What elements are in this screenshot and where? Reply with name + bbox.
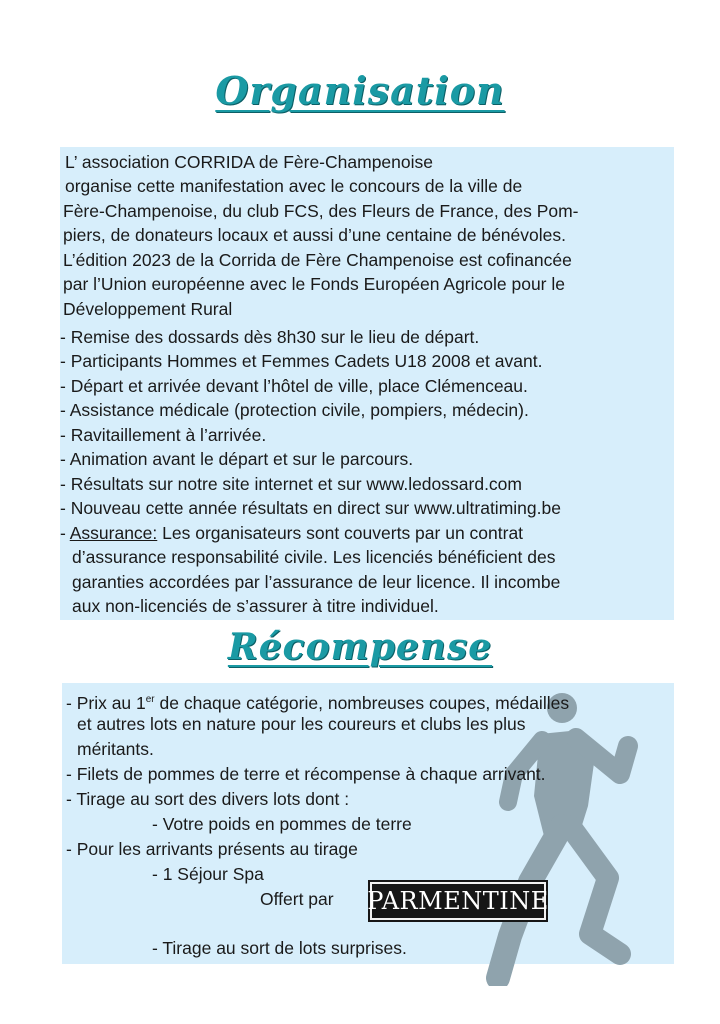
intro-line: piers, de donateurs locaux et aussi d’une centaine de bénévoles. [63, 225, 566, 245]
prize-line: méritants. [77, 739, 154, 759]
prize-item: - Prix au 1er de chaque catégorie, nombreuses coupes, médailles [66, 693, 570, 713]
list-item: - Pour les arrivants présents au tirage [66, 839, 358, 859]
intro-line: organise cette manifestation avec le concours de la ville de [65, 176, 523, 196]
insurance-line: aux non-licenciés de s’assurer à titre individuel. [72, 596, 439, 616]
list-item: - Animation avant le départ et sur le parcours. [60, 449, 414, 469]
intro-line: L’édition 2023 de la Corrida de Fère Champenoise est cofinancée [63, 250, 572, 270]
list-item: - Résultats sur notre site internet et sur www.ledossard.com [60, 474, 522, 494]
intro-line: Fère-Champenoise, du club FCS, des Fleurs de France, des Pom- [63, 201, 579, 221]
list-item: - Nouveau cette année résultats en direct sur www.ultratiming.be [60, 498, 561, 518]
list-item: - 1 Séjour Spa [152, 864, 264, 884]
intro-line: Développement Rural [63, 299, 233, 319]
prize-line: et autres lots en nature pour les coureurs et clubs les plus [77, 714, 526, 734]
list-item: - Votre poids en pommes de terre [152, 814, 412, 834]
intro-line: L’ association CORRIDA de Fère-Champenoise [65, 152, 433, 172]
list-item: - Tirage au sort des divers lots dont : [66, 789, 350, 809]
offert-par-label: Offert par [260, 889, 334, 909]
parmentine-logo: PARMENTINE [368, 880, 548, 922]
list-item: - Assistance médicale (protection civile, pompiers, médecin). [60, 400, 529, 420]
list-item: - Tirage au sort de lots surprises. [152, 938, 407, 958]
organisation-box [60, 147, 674, 620]
list-item: - Filets de pommes de terre et récompense à chaque arrivant. [66, 764, 546, 784]
insurance-line: d’assurance responsabilité civile. Les licenciés bénéficient des [72, 547, 556, 567]
intro-line: par l’Union européenne avec le Fonds Européen Agricole pour le [63, 274, 565, 294]
list-item: - Ravitaillement à l’arrivée. [60, 425, 267, 445]
list-item: - Départ et arrivée devant l’hôtel de ville, place Clémenceau. [60, 376, 528, 396]
insurance-line: garanties accordées par l’assurance de leur licence. Il incombe [72, 572, 561, 592]
insurance-label: Assurance: [69, 523, 158, 543]
insurance-item: - Assurance: Les organisateurs sont couverts par un contrat [60, 523, 524, 543]
list-item: - Remise des dossards dès 8h30 sur le lieu de départ. [60, 327, 480, 347]
recompense-heading: Récompense [227, 626, 493, 668]
list-item: - Participants Hommes et Femmes Cadets U18 2008 et avant. [60, 351, 543, 371]
organisation-heading: Organisation [215, 68, 505, 113]
